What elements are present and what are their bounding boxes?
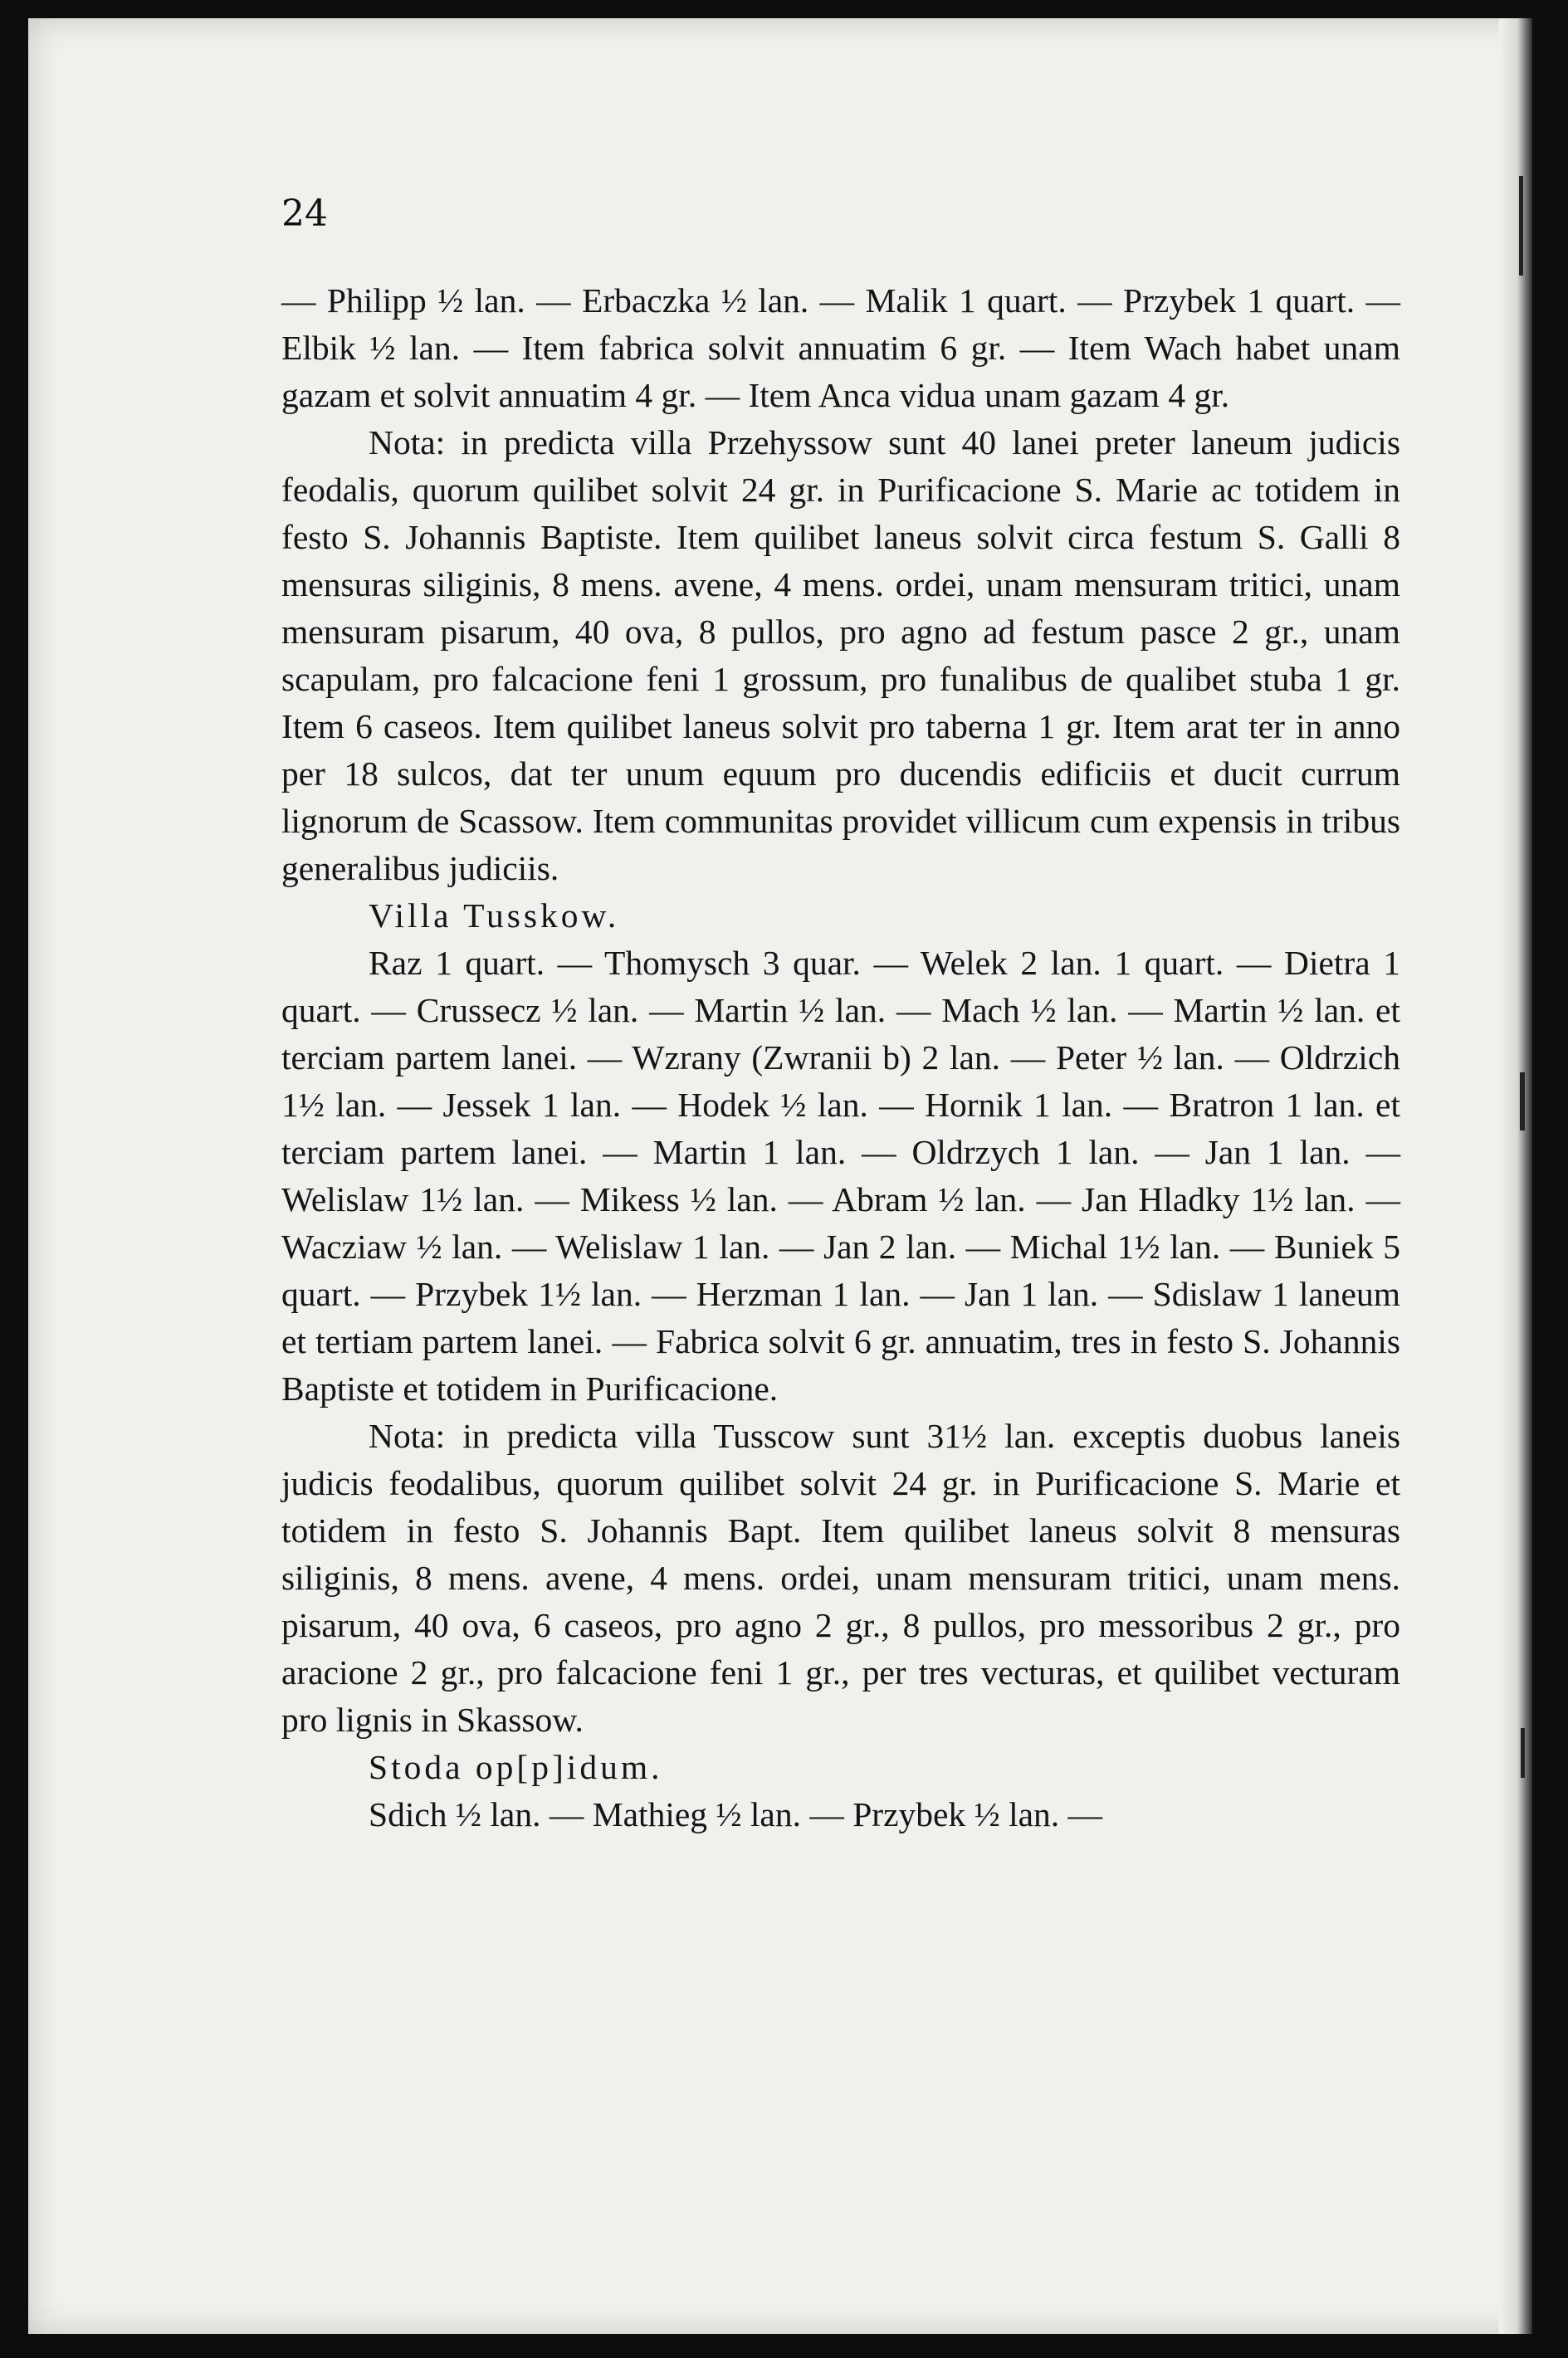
heading-villa-tusskow: Villa Tusskow. (369, 896, 620, 935)
ink-mark (1520, 1072, 1525, 1130)
paragraph-entries-przehyssow: — Philipp ½ lan. — Erbaczka ½ lan. — Malik 1 quart. — Przybek 1 quart. — Elbik ½ lan. — Item fabrica solvit annuatim 6 gr. — Item Wach habet unam gazam et solvit annuatim 4 gr. — Item Anca vidua unam gazam 4 gr. (281, 281, 1400, 414)
book-page (28, 18, 1532, 2334)
ink-mark (1519, 176, 1523, 276)
paragraph-entries-stoda: Sdich ½ lan. — Mathieg ½ lan. — Przybek ½ lan. — (369, 1795, 1103, 1833)
paragraph-entries-tusskow: Raz 1 quart. — Thomysch 3 quar. — Welek 2 lan. 1 quart. — Dietra 1 quart. — Crussecz ½ lan. — Martin ½ lan. — Mach ½ lan. — Martin ½ lan. et terciam partem lanei. — Wzrany (Zwranii b) 2 lan. — Peter ½ lan. — Oldrzich 1½ lan. — Jessek 1 lan. — Hodek ½ lan. — Hornik 1 lan. — Bratron 1 lan. et terciam partem lanei. — Martin 1 lan. — Oldrzych 1 lan. — Jan 1 lan. — Welislaw 1½ lan. — Mikess ½ lan. — Abram ½ lan. — Jan Hladky 1½ lan. — Wacziaw ½ lan. — Welislaw 1 lan. — Jan 2 lan. — Michal 1½ lan. — Buniek 5 quart. — Przybek 1½ lan. — Herzman 1 lan. — Jan 1 lan. — Sdislaw 1 laneum et tertiam partem lanei. — Fabrica solvit 6 gr. annuatim, tres in festo S. Johannis Baptiste et totidem in Purificacione. (281, 944, 1400, 1408)
paragraph-nota-tusscow: Nota: in predicta villa Tusscow sunt 31½ lan. exceptis duobus laneis judicis feodalibus, quorum quilibet solvit 24 gr. in Purificacione S. Marie et totidem in festo S. Johannis Bapt. Item quilibet laneus solvit 8 mensuras siliginis, 8 mens. avene, 4 mens. ordei, unam mensuram tritici, unam mens. pisarum, 40 ova, 6 caseos, pro agno 2 gr., 8 pullos, pro messoribus 2 gr., pro aracione 2 gr., pro falcacione feni 1 gr., per tres vecturas, et quilibet vecturam pro lignis in Skassow. (281, 1417, 1400, 1739)
ink-mark (1521, 1728, 1525, 1778)
heading-stoda-oppidum: Stoda op[p]idum. (369, 1748, 663, 1786)
page-spine-shadow (1499, 18, 1532, 2334)
page-number: 24 (281, 193, 328, 235)
body-text (281, 277, 1400, 1838)
paragraph-nota-przehyssow: Nota: in predicta villa Przehyssow sunt 40 lanei preter laneum judicis feodalis, quorum quilibet solvit 24 gr. in Purificacione S. Marie ac totidem in festo S. Johannis Baptiste. Item quilibet laneus solvit circa festum S. Galli 8 mensuras siliginis, 8 mens. avene, 4 mens. ordei, unam mensuram tritici, unam mensuram pisarum, 40 ova, 8 pullos, pro agno ad festum pasce 2 gr., unam scapulam, pro falcacione feni 1 grossum, pro funalibus de qualibet stuba 1 gr. Item 6 caseos. Item quilibet laneus solvit pro taberna 1 gr. Item arat ter in anno per 18 sulcos, dat ter unum equum pro ducendis edificiis et ducit currum lignorum de Scassow. Item communitas providet villicum cum expensis in tribus generalibus judiciis. (281, 423, 1400, 887)
